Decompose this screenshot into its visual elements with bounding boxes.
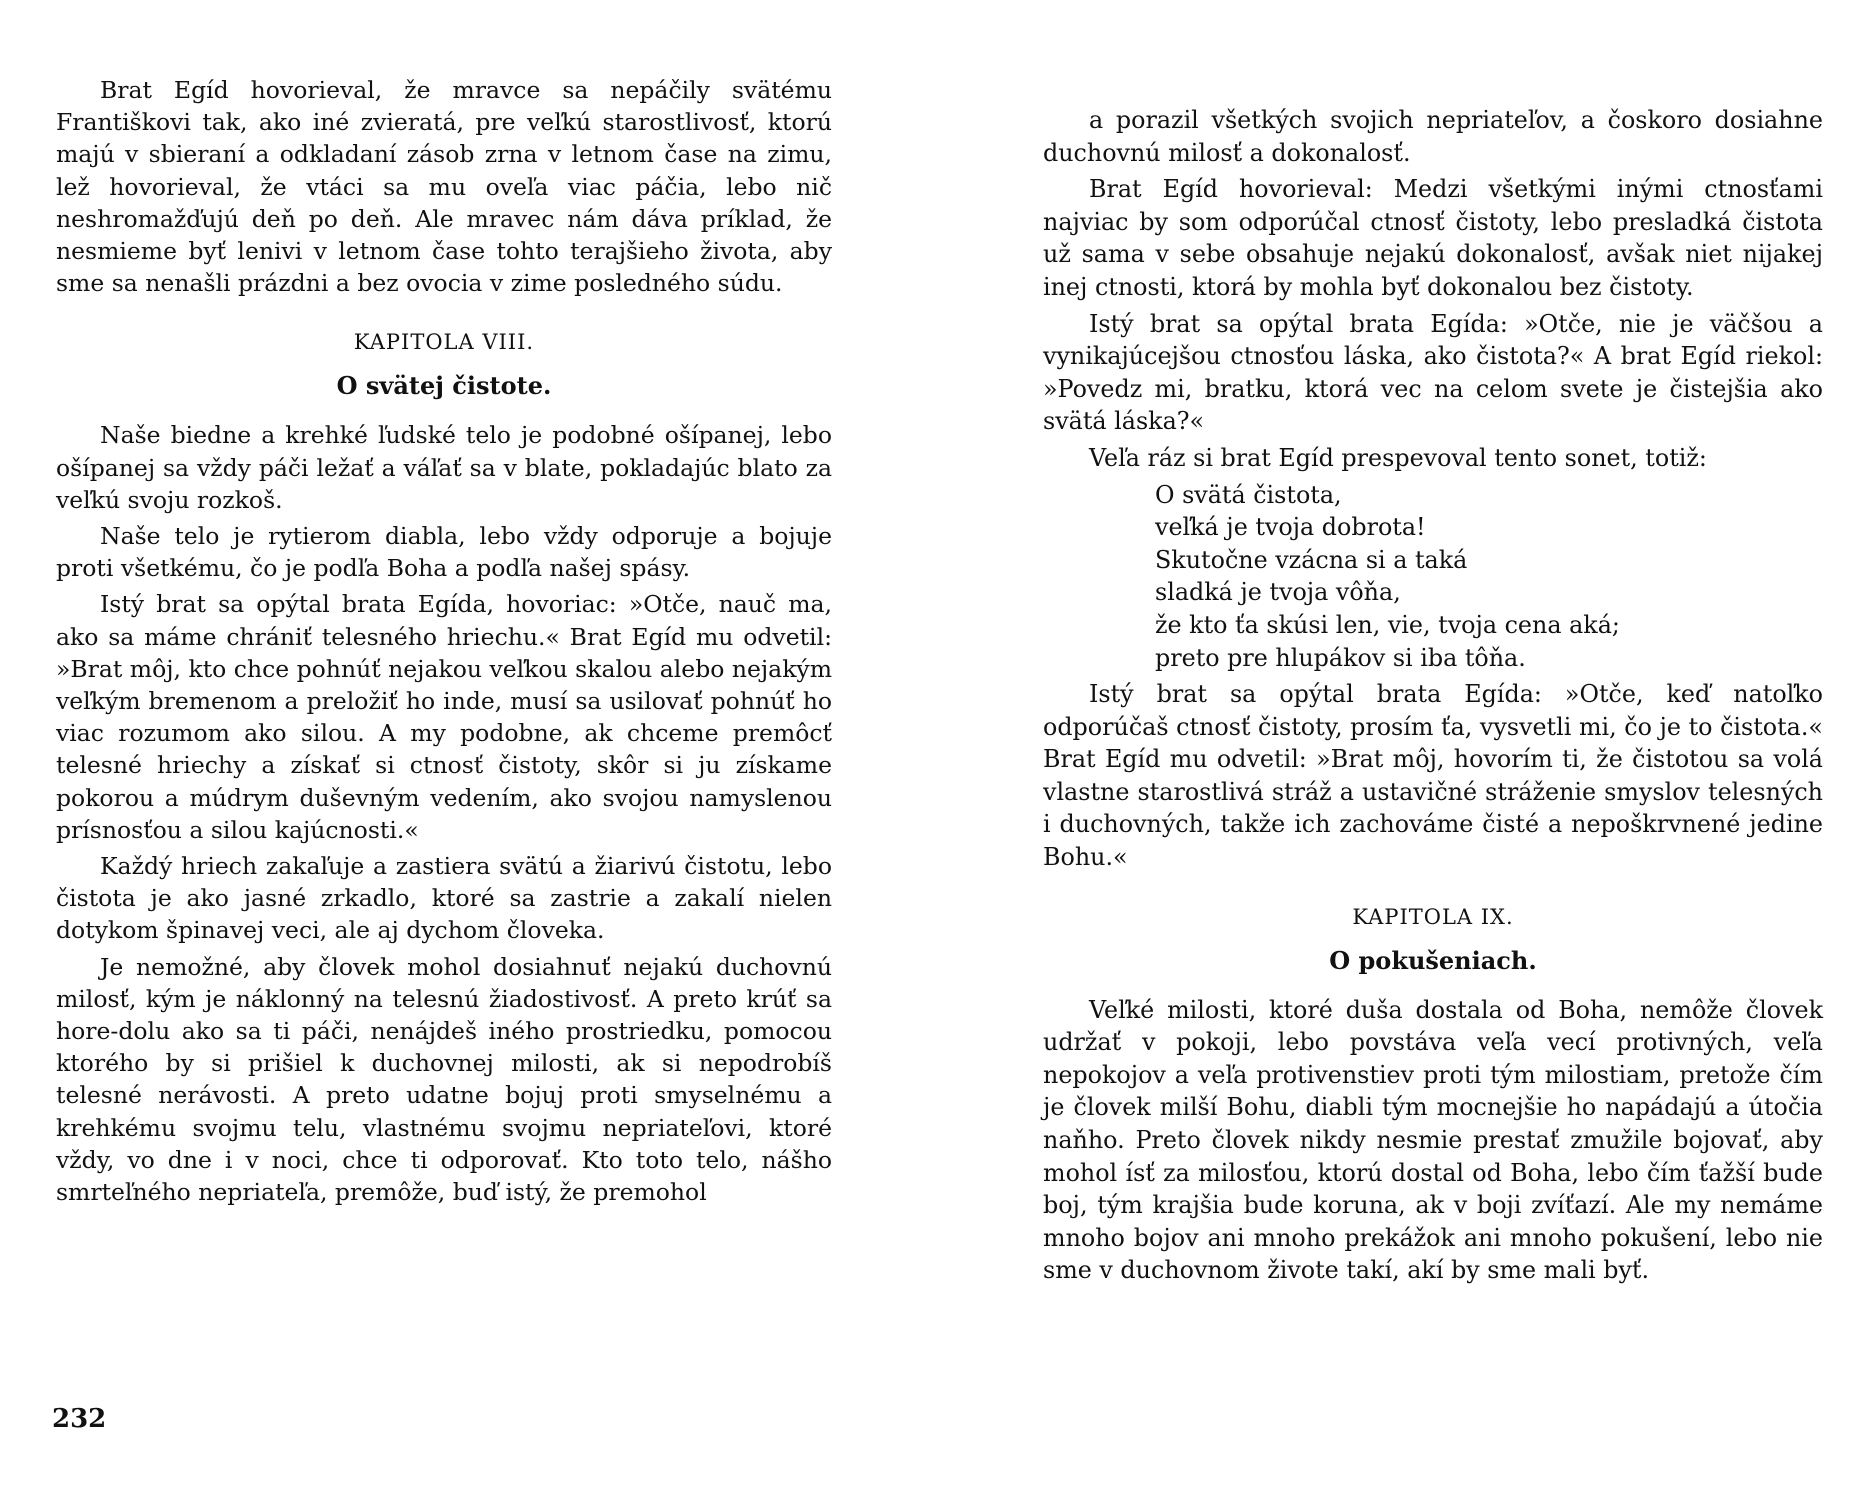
- poem-line: veľká je tvoja dobrota!: [1155, 513, 1426, 542]
- page-number: 232: [52, 1404, 107, 1434]
- poem-line: že kto ťa skúsi len, vie, tvoja cena aká;: [1155, 610, 1620, 639]
- paragraph: Brat Egíd hovorieval: Medzi všetkými inými ctnosťami najviac by som odporúčal ctnosť čistoty, lebo presladká čistota už sama v sebe obsahuje nejakú dokonalosť, avšak niet nijakej inej ctnosti, ktorá by mohla byť dokonalou bez čistoty.: [1043, 175, 1823, 301]
- paragraph: Veľké milosti, ktoré duša dostala od Boha, nemôže človek udržať v pokoji, lebo povstáva veľa vecí protivných, veľa nepokojov a veľa protivenstiev proti tým milostiam, pretože čím je človek milší Bohu, diabli tým mocnejšie ho napádajú a útočia naňho. Preto človek nikdy nesmie prestať zmužile bojovať, aby mohol ísť za milosťou, ktorú dostal od Boha, lebo čím ťažší bude boj, tým krajšia bude koruna, ak v boji zvíťazí. Ale my nemáme mnoho bojov ani mnoho prekážok ani mnoho pokušení, lebo nie sme v duchovnom živote takí, akí by sme mali byť.: [1043, 995, 1823, 1285]
- chapter-title: O svätej čistote.: [336, 371, 552, 401]
- chapter-label: KAPITOLA VIII.: [353, 330, 535, 355]
- right-page: [1043, 104, 1823, 1291]
- paragraph: Naše telo je rytierom diabla, lebo vždy odporuje a bojuje proti všetkému, čo je podľa Boha a podľa našej spásy.: [56, 522, 832, 583]
- sonnet: [1155, 479, 1823, 675]
- paragraph: Každý hriech zakaľuje a zastiera svätú a žiarivú čistotu, lebo čistota je ako jasné zrkadlo, ktoré sa zastrie a zakalí nielen dotykom špinavej veci, ale aj dychom človeka.: [56, 852, 832, 945]
- left-page: [56, 74, 832, 1212]
- poem-line: sladká je tvoja vôňa,: [1155, 578, 1401, 607]
- paragraph: Istý brat sa opýtal brata Egída: »Otče, keď natoľko odporúčaš ctnosť čistoty, prosím ťa, vysvetli mi, čo je to čistota.« Brat Egíd mu odvetil: »Brat môj, hovorím ti, že čistotou sa volá vlastne starostlivá stráž a ustavičné stráženie smyslov telesných i duchovných, takže ich zachováme čisté a nepoškrvnené jedine Bohu.«: [1043, 680, 1823, 872]
- paragraph: Naše biedne a krehké ľudské telo je podobné ošípanej, lebo ošípanej sa vždy páči ležať a váľať sa v blate, pokladajúc blato za veľkú svoju rozkoš.: [56, 421, 832, 514]
- chapter-label: KAPITOLA IX.: [1352, 904, 1514, 929]
- poem-line: O svätá čistota,: [1155, 480, 1342, 509]
- chapter-title: O pokušeniach.: [1329, 945, 1537, 975]
- paragraph: Veľa ráz si brat Egíd prespevoval tento sonet, totiž:: [1089, 443, 1707, 472]
- paragraph: Je nemožné, aby človek mohol dosiahnuť nejakú duchovnú milosť, kým je náklonný na telesnú žiadostivosť. A preto krúť sa hore-dolu ako sa ti páči, nenájdeš iného prostriedku, pomocou ktorého by si prišiel k duchovnej milosti, ak si nepodrobíš telesné nerávosti. A preto udatne bojuj proti smyselnému a krehkému svojmu telu, vlastnému svojmu nepriateľovi, ktoré vždy, vo dne i v noci, chce ti odporovať. Kto toto telo, nášho smrteľného nepriateľa, premôže, buď istý, že premohol: [56, 952, 832, 1207]
- paragraph: Brat Egíd hovorieval, že mravce sa nepáčily svätému Františkovi tak, ako iné zvieratá, pre veľkú starostlivosť, ktorú majú v sbieraní a odkladaní zásob zrna v letnom čase na zimu, lež hovorieval, že vtáci sa mu oveľa viac páčia, lebo nič neshromažďujú deň po deň. Ale mravec nám dáva príklad, že nesmieme byť lenivi v letnom čase tohto terajšieho života, aby sme sa nenašli prázdni a bez ovocia v zime posledného súdu.: [56, 76, 832, 298]
- paragraph: a porazil všetkých svojich nepriateľov, a čoskoro dosiahne duchovnú milosť a dokonalosť.: [1043, 106, 1823, 167]
- paragraph: Istý brat sa opýtal brata Egída, hovoriac: »Otče, nauč ma, ako sa máme chrániť telesného hriechu.« Brat Egíd mu odvetil: »Brat môj, kto chce pohnúť nejakou veľkou skalou alebo nejakým veľkým bremenom a preložiť ho inde, musí sa usilovať pohnúť ho viac rozumom ako silou. A my podobne, ak chceme premôcť telesné hriechy a získať si ctnosť čistoty, skôr si ju získame pokorou a múdrym duševným vedením, ako svojou namyslenou prísnosťou a silou kajúcnosti.«: [56, 590, 832, 844]
- paragraph: Istý brat sa opýtal brata Egída: »Otče, nie je väčšou a vynikajúcejšou ctnosťou láska, ako čistota?« A brat Egíd riekol: »Povedz mi, bratku, ktorá vec na celom svete je čistejšia ako svätá láska?«: [1043, 309, 1823, 436]
- poem-line: Skutočne vzácna si a taká: [1155, 545, 1468, 574]
- poem-line: preto pre hlupákov si iba tôňa.: [1155, 643, 1526, 672]
